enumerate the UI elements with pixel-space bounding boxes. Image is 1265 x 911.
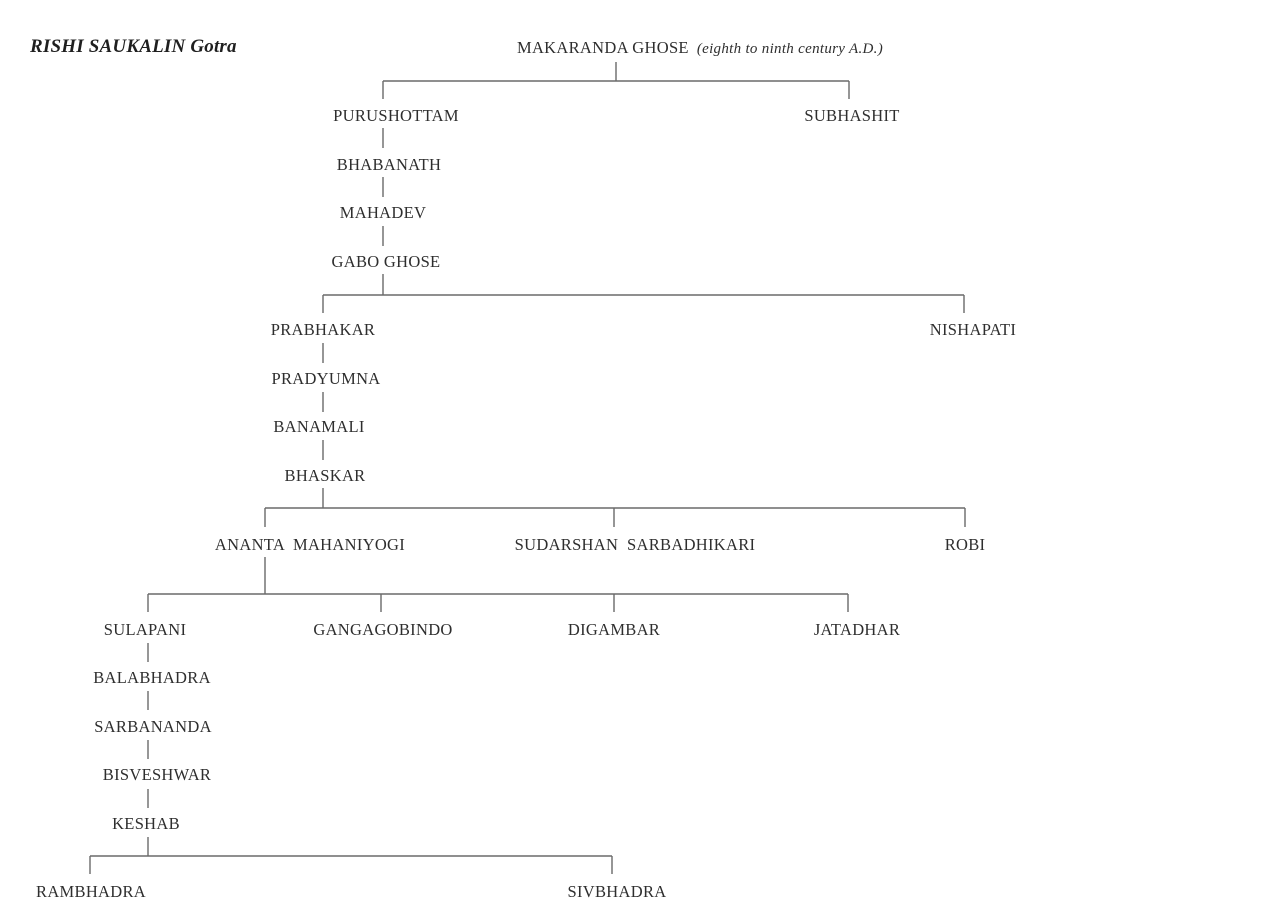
- node-sudarshan-sarbadhikari: SUDARSHAN SARBADHIKARI: [514, 535, 756, 554]
- node-prabhakar: PRABHAKAR: [270, 320, 376, 339]
- node-bhaskar: BHASKAR: [284, 466, 366, 485]
- node-bhabanath: BHABANATH: [336, 155, 442, 174]
- diagram-title: RISHI SAUKALIN Gotra: [30, 36, 237, 57]
- node-pradyumna: PRADYUMNA: [271, 369, 381, 388]
- node-sarbananda: SARBANANDA: [94, 717, 212, 736]
- node-nishapati: NISHAPATI: [929, 320, 1017, 339]
- node-mahadev: MAHADEV: [339, 203, 427, 222]
- node-jatadhar: JATADHAR: [813, 620, 901, 639]
- node-sulapani: SULAPANI: [103, 620, 187, 639]
- node-purushottam: PURUSHOTTAM: [333, 106, 459, 125]
- node-bisveshwar: BISVESHWAR: [102, 765, 212, 784]
- node-gabo-ghose: GABO GHOSE: [331, 252, 441, 271]
- node-balabhadra: BALABHADRA: [93, 668, 211, 687]
- node-rambhadra: RAMBHADRA: [36, 882, 146, 901]
- node-keshab: KESHAB: [112, 814, 180, 833]
- node-robi: ROBI: [944, 535, 986, 554]
- node-makaranda-ghose: [517, 38, 883, 58]
- node-banamali: BANAMALI: [273, 417, 365, 436]
- root-name: MAKARANDA GHOSE: [517, 38, 689, 57]
- node-ananta-mahaniyogi: ANANTA MAHANIYOGI: [214, 535, 406, 554]
- node-subhashit: SUBHASHIT: [804, 106, 900, 125]
- node-sivbhadra: SIVBHADRA: [567, 882, 667, 901]
- node-gangagobindo: GANGAGOBINDO: [313, 620, 453, 639]
- node-digambar: DIGAMBAR: [567, 620, 661, 639]
- root-date-note: (eighth to ninth century A.D.): [696, 41, 883, 57]
